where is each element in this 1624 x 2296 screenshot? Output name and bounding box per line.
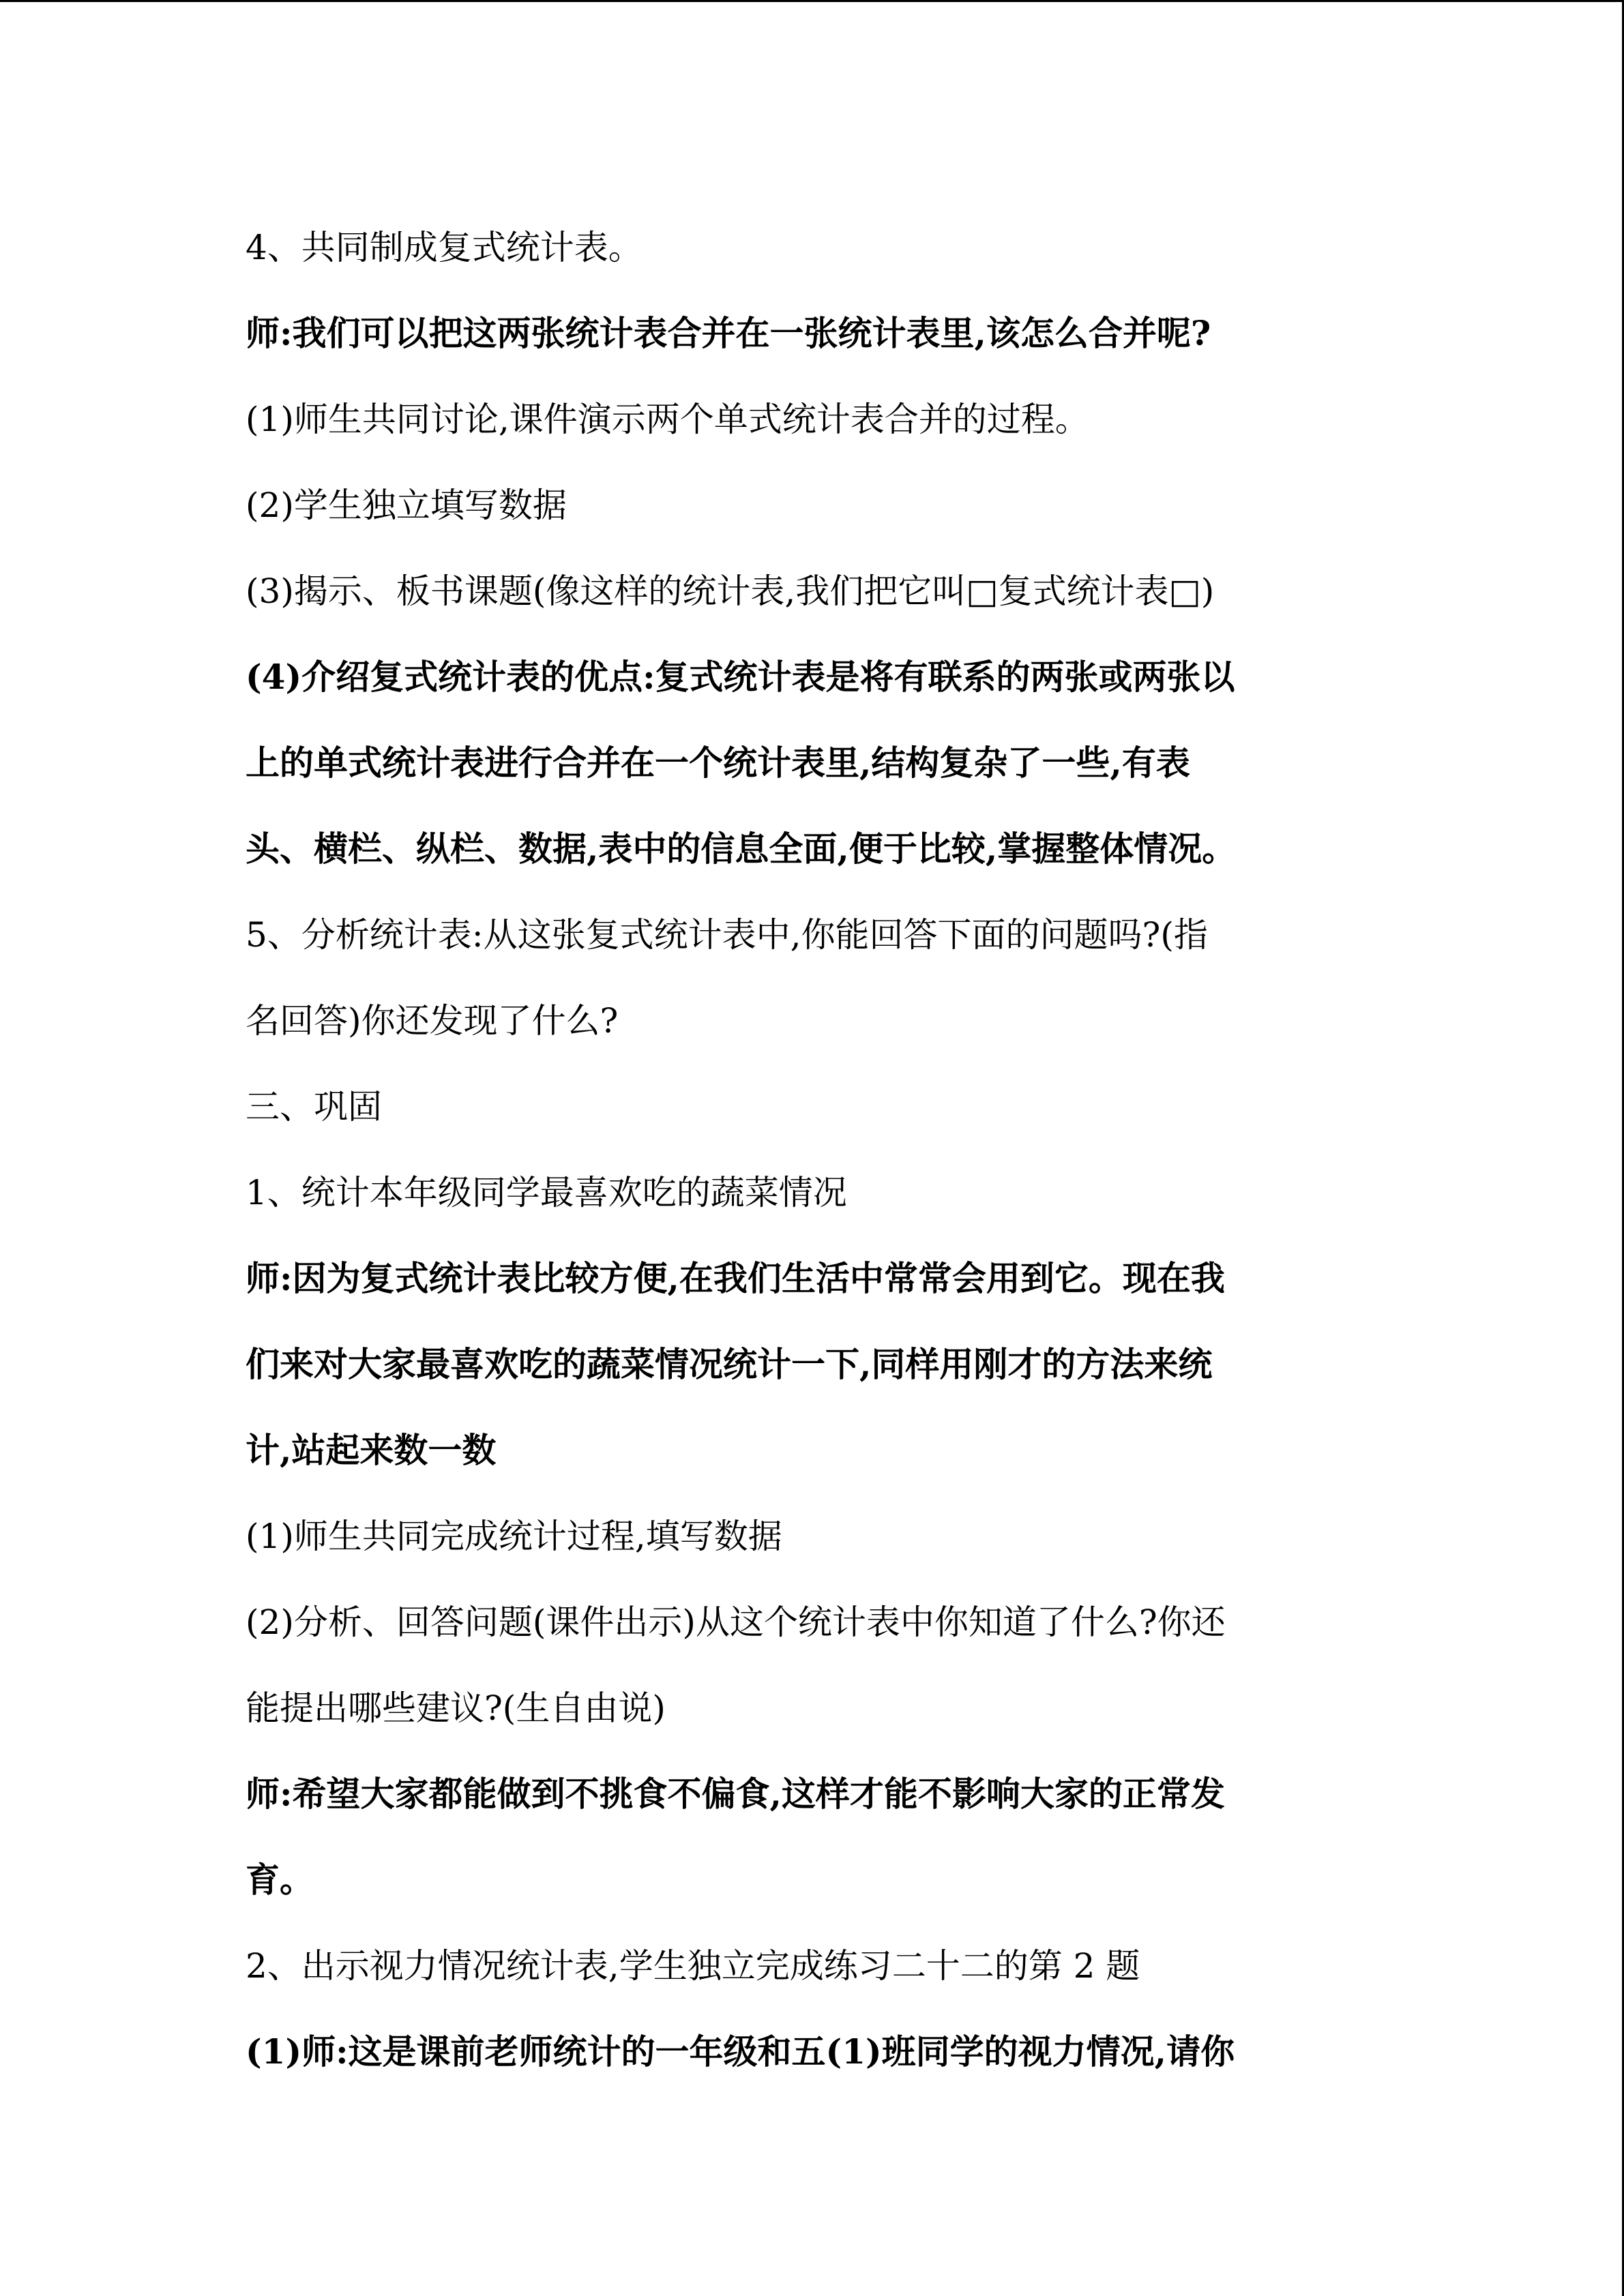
text-line: 名回答)你还发现了什么? <box>246 1001 619 1041</box>
text-line: (2)学生独立填写数据 <box>246 486 567 525</box>
text-line: 育。 <box>246 1860 314 1900</box>
text-line: 上的单式统计表进行合并在一个统计表里,结构复杂了一些,有表 <box>246 743 1190 783</box>
text-line: 能提出哪些建议?(生自由说) <box>246 1688 666 1728</box>
text-line: (1)师:这是课前老师统计的一年级和五(1)班同学的视力情况,请你 <box>246 2031 1235 2072</box>
text-line: 师:因为复式统计表比较方便,在我们生活中常常会用到它。现在我 <box>246 1258 1225 1298</box>
document-body <box>246 205 1364 2095</box>
text-line: (3)揭示、板书课题(像这样的统计表,我们把它叫□复式统计表□) <box>246 571 1215 611</box>
text-line: 1、统计本年级同学最喜欢吃的蔬菜情况 <box>246 1173 847 1212</box>
text-line: (2)分析、回答问题(课件出示)从这个统计表中你知道了什么?你还 <box>246 1602 1226 1642</box>
text-line: (1)师生共同讨论,课件演示两个单式统计表合并的过程。 <box>246 400 1089 439</box>
text-line: 师:我们可以把这两张统计表合并在一张统计表里,该怎么合并呢? <box>246 313 1211 353</box>
page-border-top <box>0 0 1624 2</box>
text-line: 头、横栏、纵栏、数据,表中的信息全面,便于比较,掌握整体情况。 <box>246 829 1237 869</box>
text-line: 4、共同制成复式统计表。 <box>246 228 643 267</box>
text-line: 师:希望大家都能做到不挑食不偏食,这样才能不影响大家的正常发 <box>246 1774 1225 1814</box>
text-line: (4)介绍复式统计表的优点:复式统计表是将有联系的两张或两张以 <box>246 657 1235 697</box>
text-line: 计,站起来数一数 <box>246 1430 497 1470</box>
text-line: (1)师生共同完成统计过程,填写数据 <box>246 1517 782 1556</box>
text-line: 5、分析统计表:从这张复式统计表中,你能回答下面的问题吗?(指 <box>246 915 1208 955</box>
text-line: 们来对大家最喜欢吃的蔬菜情况统计一下,同样用刚才的方法来统 <box>246 1344 1213 1384</box>
text-line: 2、出示视力情况统计表,学生独立完成练习二十二的第 2 题 <box>246 1946 1140 1986</box>
section-heading: 三、巩固 <box>246 1087 382 1127</box>
